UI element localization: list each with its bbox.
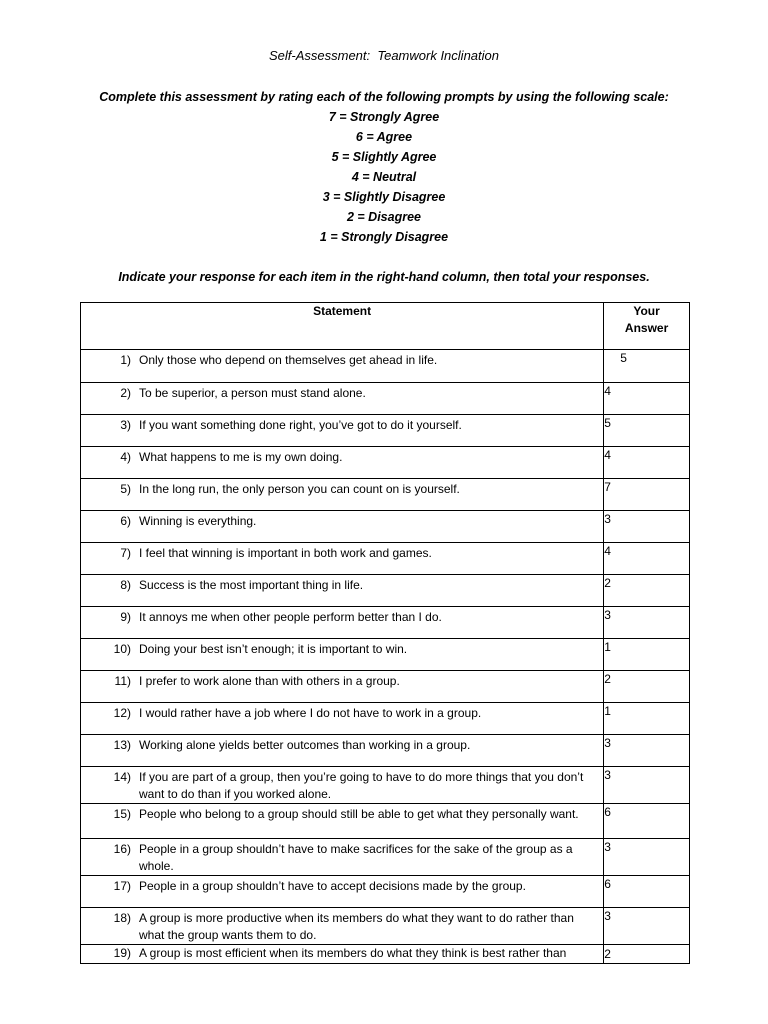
table-row xyxy=(81,945,690,964)
statement-cell xyxy=(81,447,604,479)
statement-cell xyxy=(81,945,604,964)
statement-cell xyxy=(81,839,604,876)
table-row xyxy=(81,479,690,511)
answer-cell[interactable]: 4 xyxy=(604,447,690,479)
statement-text: Doing your best isn’t enough; it is important to win. xyxy=(139,642,408,656)
statement-text: A group is most efficient when its members do what they think is best rather than xyxy=(139,946,567,960)
statement-text: I feel that winning is important in both work and games. xyxy=(139,546,432,560)
item-number: 1) xyxy=(120,353,131,367)
table-row xyxy=(81,804,690,839)
header-answer-line1: Your xyxy=(633,304,660,318)
table-row xyxy=(81,876,690,908)
item-number: 9) xyxy=(120,610,131,624)
answer-cell[interactable]: 2 xyxy=(604,575,690,607)
statement-cell xyxy=(81,479,604,511)
scale-item: 3 = Slightly Disagree xyxy=(322,190,446,204)
statement-cell xyxy=(81,415,604,447)
item-number: 6) xyxy=(120,514,131,528)
statement-text: If you want something done right, you’ve got to do it yourself. xyxy=(139,418,462,432)
table-row xyxy=(81,383,690,415)
statement-text: I would rather have a job where I do not have to work in a group. xyxy=(139,706,482,720)
answer-cell[interactable]: 1 xyxy=(604,703,690,735)
statement-cell xyxy=(81,703,604,735)
statement-cell xyxy=(81,804,604,839)
statement-cell xyxy=(81,350,604,383)
header-answer-line2: Answer xyxy=(624,321,669,335)
item-number: 15) xyxy=(113,807,131,821)
answer-cell[interactable]: 2 xyxy=(604,671,690,703)
item-number: 7) xyxy=(120,546,131,560)
table-row xyxy=(81,767,690,804)
item-number: 8) xyxy=(120,578,131,592)
statement-cell xyxy=(81,511,604,543)
statement-text: I prefer to work alone than with others in a group. xyxy=(139,674,400,688)
item-number: 12) xyxy=(113,706,131,720)
statement-cell xyxy=(81,543,604,575)
table-row xyxy=(81,639,690,671)
item-number: 18) xyxy=(113,911,131,925)
statement-cell xyxy=(81,767,604,804)
scale-item: 6 = Agree xyxy=(355,130,413,144)
statement-text: Winning is everything. xyxy=(139,514,257,528)
table-row xyxy=(81,350,690,383)
table-row xyxy=(81,607,690,639)
statement-text: Working alone yields better outcomes than working in a group. xyxy=(139,738,471,752)
header-answer xyxy=(604,303,690,350)
table-row xyxy=(81,511,690,543)
answer-cell[interactable]: 3 xyxy=(604,511,690,543)
statement-text: People who belong to a group should still be able to get what they personally want. xyxy=(139,807,579,821)
answer-cell[interactable]: 5 xyxy=(604,415,690,447)
table-row xyxy=(81,671,690,703)
statement-cell xyxy=(81,639,604,671)
item-number: 17) xyxy=(113,879,131,893)
statement-cell xyxy=(81,671,604,703)
answer-cell[interactable]: 4 xyxy=(604,543,690,575)
item-number: 19) xyxy=(113,946,131,960)
statement-text: It annoys me when other people perform better than I do. xyxy=(139,610,442,624)
table-row xyxy=(81,908,690,945)
table-header-row xyxy=(81,303,690,350)
item-number: 11) xyxy=(114,674,131,688)
answer-cell[interactable]: 1 xyxy=(604,639,690,671)
statement-text: To be superior, a person must stand alone. xyxy=(139,386,366,400)
scale-item: 1 = Strongly Disagree xyxy=(319,230,449,244)
table-row xyxy=(81,543,690,575)
item-number: 4) xyxy=(120,450,131,464)
response-instructions: Indicate your response for each item in the right-hand column, then total your responses. xyxy=(118,270,650,284)
scale-item: 2 = Disagree xyxy=(346,210,421,224)
scale-item: 5 = Slightly Agree xyxy=(331,150,437,164)
answer-cell[interactable]: 6 xyxy=(604,804,690,839)
assessment-table xyxy=(80,302,690,964)
scale-instructions xyxy=(0,87,768,247)
statement-text: In the long run, the only person you can count on is yourself. xyxy=(139,482,460,496)
answer-cell[interactable]: 3 xyxy=(604,735,690,767)
answer-cell[interactable]: 3 xyxy=(604,767,690,804)
answer-cell[interactable]: 7 xyxy=(604,479,690,511)
item-number: 14) xyxy=(113,770,131,784)
statement-text: What happens to me is my own doing. xyxy=(139,450,343,464)
instructions-text: Complete this assessment by rating each of the following prompts by using the following scale: xyxy=(99,90,669,104)
item-number: 16) xyxy=(113,842,131,856)
answer-cell[interactable]: 6 xyxy=(604,876,690,908)
statement-text: A group is more productive when its members do what they want to do rather than what the group wants them to do. xyxy=(139,911,574,942)
answer-cell[interactable]: 3 xyxy=(604,908,690,945)
item-number: 2) xyxy=(120,386,131,400)
statement-text: People in a group shouldn’t have to accept decisions made by the group. xyxy=(139,879,526,893)
statement-cell xyxy=(81,575,604,607)
statement-cell xyxy=(81,908,604,945)
statement-text: People in a group shouldn’t have to make sacrifices for the sake of the group as a whole. xyxy=(139,842,573,873)
table-row xyxy=(81,415,690,447)
statement-text: Success is the most important thing in life. xyxy=(139,578,364,592)
item-number: 13) xyxy=(113,738,131,752)
scale-item: 4 = Neutral xyxy=(351,170,417,184)
answer-cell[interactable]: 2 xyxy=(604,945,690,964)
statement-text: If you are part of a group, then you’re going to have to do more things that you don’t want to do than if you worked alone. xyxy=(139,770,584,801)
item-number: 3) xyxy=(120,418,131,432)
statement-cell xyxy=(81,383,604,415)
scale-item: 7 = Strongly Agree xyxy=(328,110,440,124)
table-row xyxy=(81,735,690,767)
statement-cell xyxy=(81,607,604,639)
statement-cell xyxy=(81,735,604,767)
answer-cell[interactable]: 5 xyxy=(604,350,690,383)
header-statement: Statement xyxy=(81,303,604,350)
answer-cell[interactable]: 4 xyxy=(604,383,690,415)
document-title: Self-Assessment: Teamwork Inclination xyxy=(268,48,499,63)
statement-cell xyxy=(81,876,604,908)
statement-text: Only those who depend on themselves get ahead in life. xyxy=(139,353,438,367)
table-row xyxy=(81,447,690,479)
table-row xyxy=(81,575,690,607)
table-row xyxy=(81,703,690,735)
answer-cell[interactable]: 3 xyxy=(604,839,690,876)
answer-cell[interactable]: 3 xyxy=(604,607,690,639)
item-number: 5) xyxy=(120,482,131,496)
table-row xyxy=(81,839,690,876)
item-number: 10) xyxy=(113,642,131,656)
